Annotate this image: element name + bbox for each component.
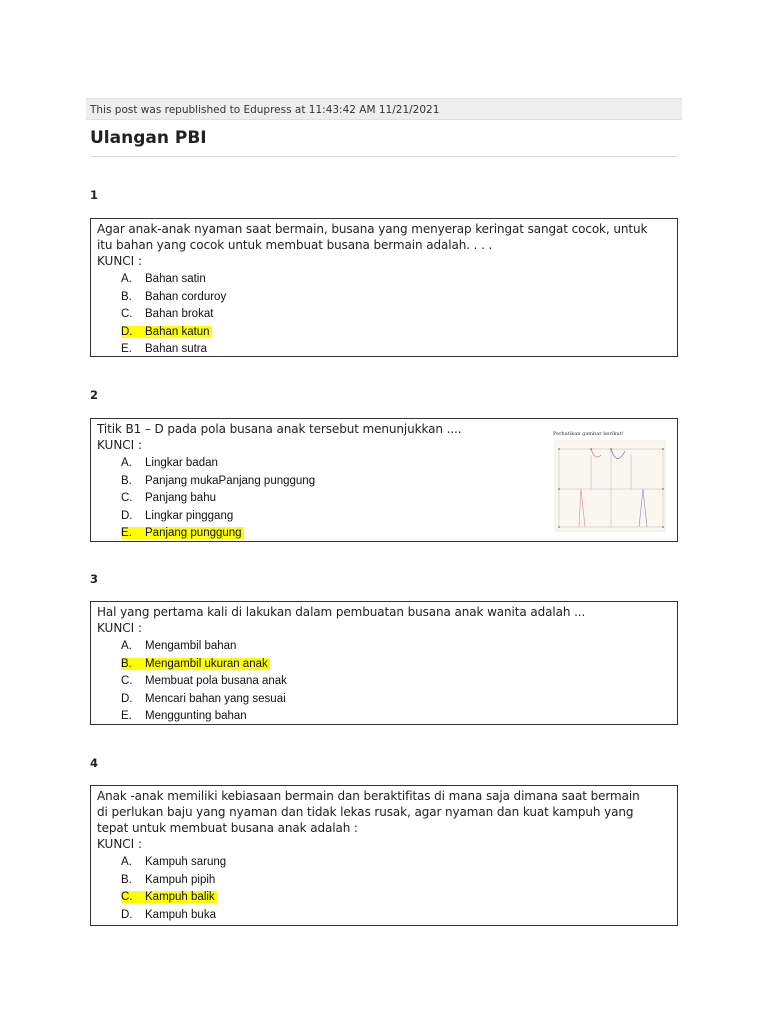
option-item-answer: E. Panjang punggung bbox=[121, 527, 242, 539]
question-number: 1 bbox=[90, 188, 99, 202]
question-number: 2 bbox=[90, 388, 99, 402]
option-item-answer: C. Kampuh balik bbox=[121, 891, 215, 903]
option-item: D. Lingkar pinggang bbox=[121, 509, 234, 522]
option-item: A. Mengambil bahan bbox=[121, 640, 237, 652]
page-title: Ulangan PBI bbox=[90, 128, 207, 148]
figure-caption: Perhatikan gambar berikut! bbox=[553, 431, 624, 437]
option-item-answer: B. Mengambil ukuran anak bbox=[121, 657, 268, 670]
question-text: Anak -anak memiliki kebiasaan bermain dan beraktifitas di mana saja dimana saat bermain di perlukan baju yang nyaman dan tidak lekas rusak, agar nyaman dan kuat kampuh yang tepat untuk membuat busana anak adalah : bbox=[97, 789, 640, 835]
option-item: B. Kampuh pipih bbox=[121, 873, 216, 886]
option-item: B. Bahan corduroy bbox=[121, 290, 227, 303]
question-text: Hal yang pertama kali di lakukan dalam pembuatan busana anak wanita adalah ... bbox=[97, 605, 586, 619]
question-number: 3 bbox=[90, 572, 99, 586]
option-item: C. Membuat pola busana anak bbox=[121, 675, 287, 687]
option-item: C. Panjang bahu bbox=[121, 492, 216, 504]
question-box bbox=[90, 601, 678, 725]
option-item: C. Bahan brokat bbox=[121, 308, 214, 320]
question-number: 4 bbox=[90, 756, 99, 770]
kunci-label: KUNCI : bbox=[97, 254, 143, 268]
option-item: A. Bahan satin bbox=[121, 273, 206, 285]
option-item: A. Lingkar badan bbox=[121, 457, 218, 469]
options-list bbox=[97, 854, 671, 924]
question-text: Agar anak-anak nyaman saat bermain, busana yang menyerap keringat sangat cocok, untuk itu bahan yang cocok untuk membuat busana bermain adalah. . . . bbox=[97, 222, 648, 252]
options-list bbox=[97, 638, 671, 726]
kunci-label: KUNCI : bbox=[97, 621, 143, 635]
pattern-diagram-image bbox=[551, 427, 671, 535]
option-item: D. Mencari bahan yang sesuai bbox=[121, 692, 286, 705]
option-item-answer: D. Bahan katun bbox=[121, 325, 210, 338]
kunci-label: KUNCI : bbox=[97, 438, 143, 452]
option-item: D. Kampuh buka bbox=[121, 908, 216, 921]
title-divider bbox=[90, 156, 678, 157]
option-item: A. Kampuh sarung bbox=[121, 856, 227, 868]
republish-banner: This post was republished to Edupress at 11:43:42 AM 11/21/2021 bbox=[86, 98, 682, 120]
kunci-label: KUNCI : bbox=[97, 837, 143, 851]
question-box bbox=[90, 785, 678, 926]
option-item: E. Menggunting bahan bbox=[121, 710, 247, 722]
question-text: Titik B1 – D pada pola busana anak tersebut menunjukkan .... bbox=[97, 422, 462, 436]
option-item: B. Panjang mukaPanjang punggung bbox=[121, 474, 316, 487]
question-box bbox=[90, 418, 678, 542]
question-box bbox=[90, 218, 678, 357]
options-list bbox=[97, 271, 671, 359]
option-item: E. Bahan sutra bbox=[121, 343, 208, 355]
